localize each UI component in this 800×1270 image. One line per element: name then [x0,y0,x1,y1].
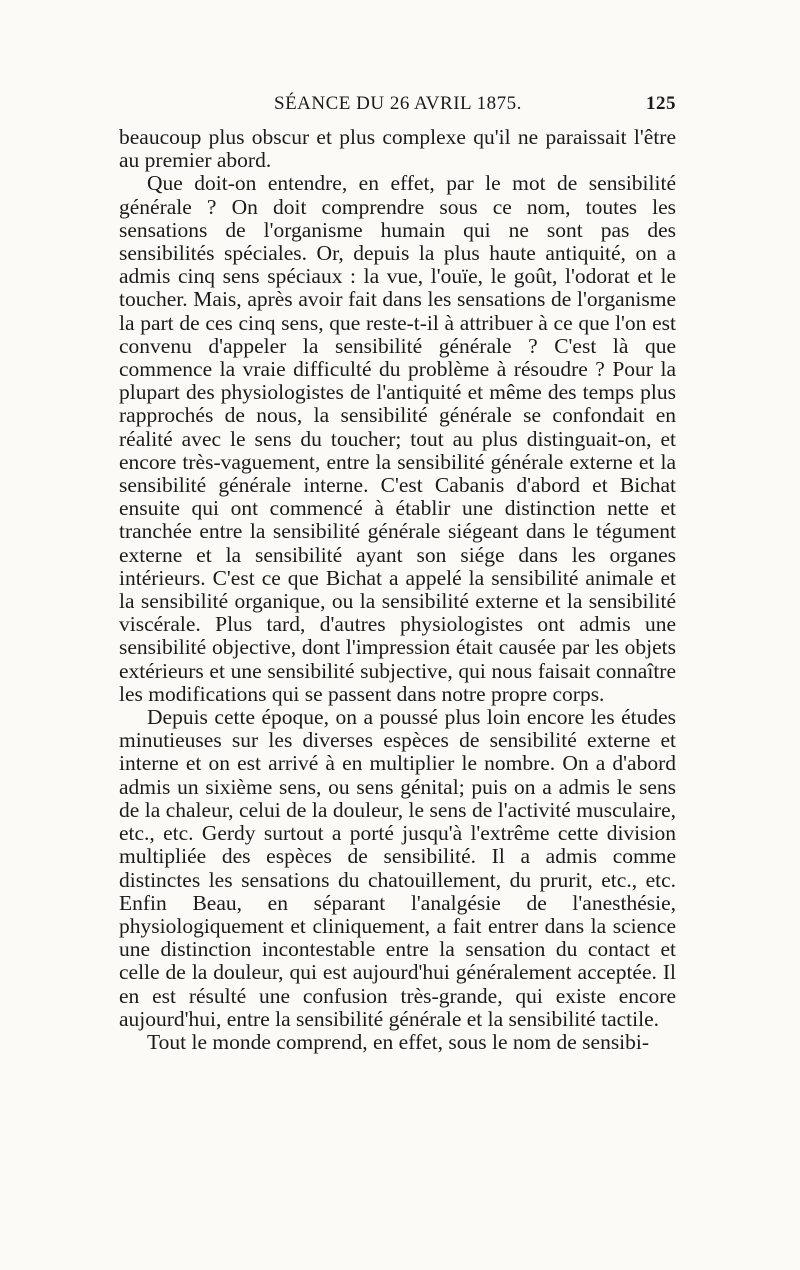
running-head [119,93,676,117]
page-number: 125 [646,93,676,114]
paragraph: Depuis cette époque, on a poussé plus loin encore les études minutieuses sur les diverses espèces de sensibilité externe et interne et on est arrivé à en multiplier le nombre. On a d'abord admis un sixième sens, ou sens génital; puis on a admis le sens de la chaleur, celui de la douleur, le sens de l'activité musculaire, etc., etc. Gerdy surtout a porté jusqu'à l'extrême cette division multipliée des espèces de sensibilité. Il a admis comme distinctes les sensations du chatouillement, du prurit, etc., etc. Enfin Beau, en séparant l'analgésie de l'anesthésie, physiologiquement et cliniquement, a fait entrer dans la science une distinction incontestable entre la sensation du contact et celle de la douleur, qui est aujourd'hui généralement acceptée. Il en est résulté une confusion très-grande, qui existe encore aujourd'hui, entre la sensibilité générale et la sensibilité tactile. [119,705,676,1031]
paragraph: Que doit-on entendre, en effet, par le mot de sensibilité générale ? On doit comprendre sous ce nom, toutes les sensations de l'organisme humain qui ne sont pas des sensibilités spéciales. Or, depuis la plus haute antiquité, on a admis cinq sens spéciaux : la vue, l'ouïe, le goût, l'odorat et le toucher. Mais, après avoir fait dans les sensations de l'organisme la part de ces cinq sens, que reste-t-il à attribuer à ce que l'on est convenu d'appeler la sensibilité générale ? C'est là que commence la vraie difficulté du problème à résoudre ? Pour la plupart des physiologistes de l'antiquité et même des temps plus rapprochés de nous, la sensibilité générale se confondait en réalité avec le sens du toucher; tout au plus distinguait-on, et encore très-vaguement, entre la sensibilité générale externe et la sensibilité générale interne. C'est Cabanis d'abord et Bichat ensuite qui ont commencé à établir une distinction nette et tranchée entre la sensibilité générale siégeant dans le tégument externe et la sensibilité ayant son siége dans les organes intérieurs. C'est ce que Bichat a appelé la sensibilité animale et la sensibilité organique, ou la sensibilité externe et la sensibilité viscérale. Plus tard, d'autres physiologistes ont admis une sensibilité objective, dont l'impression était causée par les objets extérieurs et une sensibilité subjective, qui nous faisait connaître les modifications qui se passent dans notre propre corps. [119,171,676,706]
running-title: SÉANCE DU 26 AVRIL 1875. [274,93,522,114]
paragraph-continued: beaucoup plus obscur et plus complexe qu'il ne paraissait l'être au premier abord. [119,125,676,173]
paragraph: Tout le monde comprend, en effet, sous le nom de sensibi- [147,1029,650,1054]
page-body [119,126,676,1054]
